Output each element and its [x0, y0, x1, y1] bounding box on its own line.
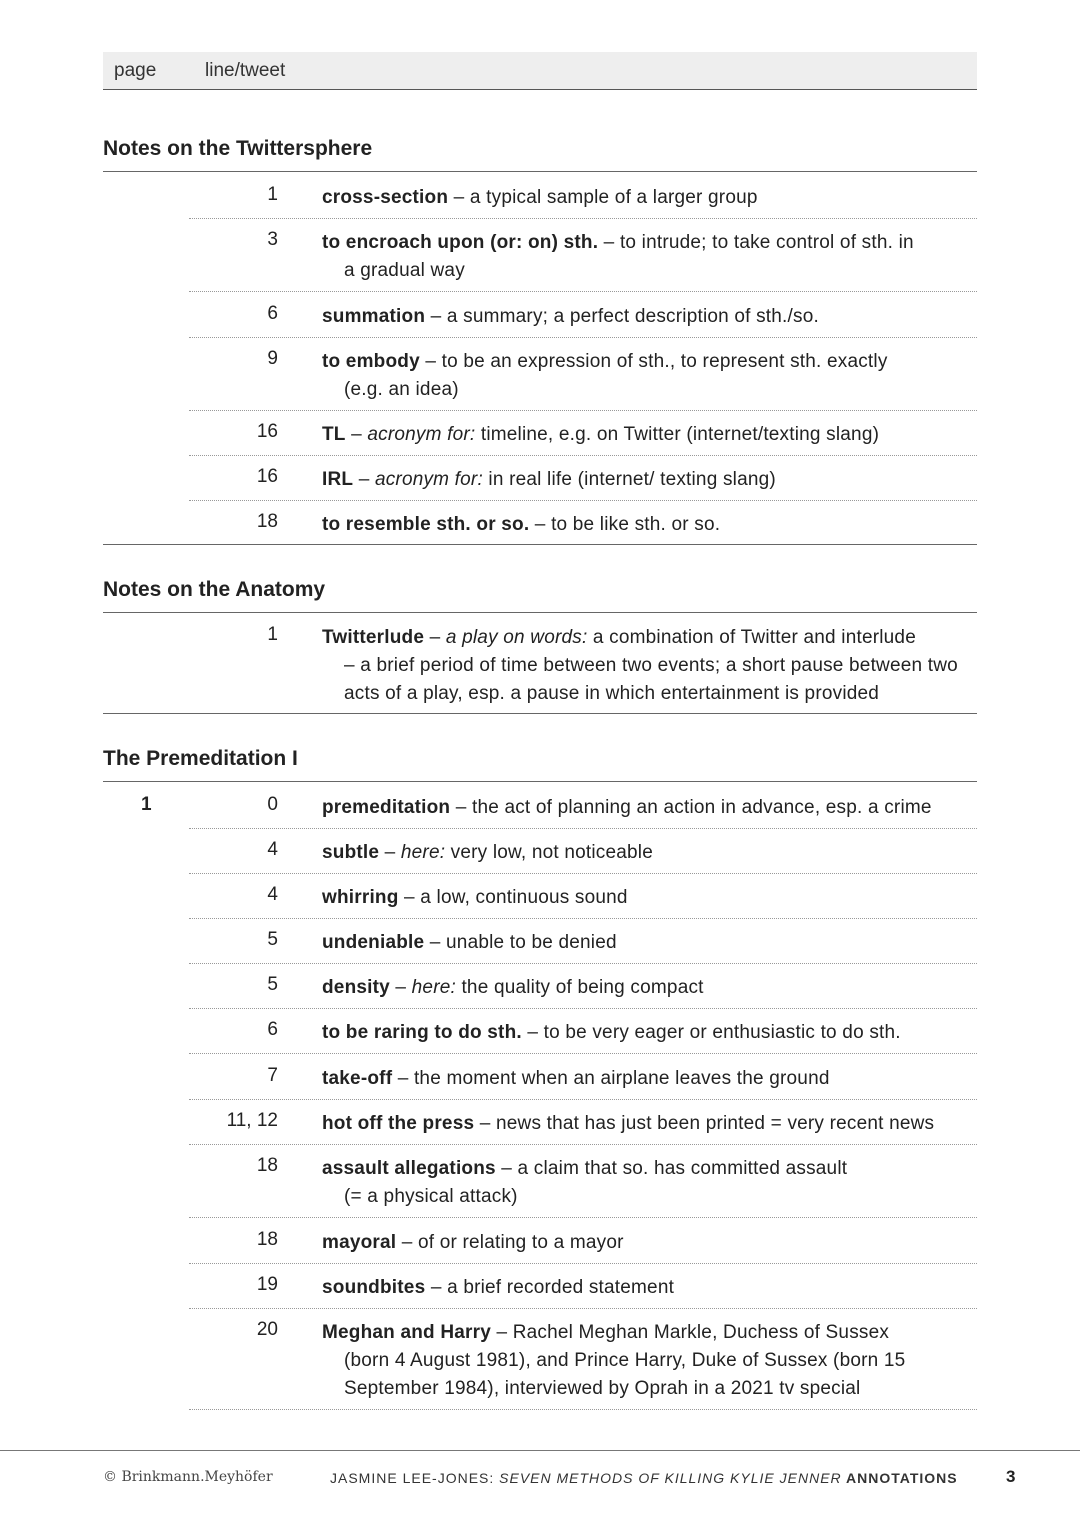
annotation-entry: [322, 884, 977, 912]
entry-separator: –: [379, 842, 401, 863]
annotation-entry: [322, 1274, 977, 1302]
entry-term: summation: [322, 306, 426, 327]
line-ref: 0: [267, 794, 278, 815]
annotation-entry: [322, 794, 977, 822]
entry-qualifier: a play on words:: [445, 627, 588, 648]
annotation-entry: [322, 1110, 977, 1138]
entry-separator: –: [448, 187, 470, 208]
entry-first-line: [322, 884, 977, 912]
entry-definition: the act of planning an action in advance, esp. a crime: [471, 797, 932, 818]
entry-first-line: [322, 511, 977, 539]
annotation-entry: [322, 303, 977, 331]
section-end-rule: [103, 544, 977, 545]
entry-definition: to intrude; to take control of sth. in: [619, 232, 914, 253]
entry-separator: –: [419, 351, 442, 372]
entry-separator: –: [450, 797, 472, 818]
line-ref: 18: [256, 511, 278, 532]
annotation-entry: [322, 974, 977, 1002]
entry-qualifier: here:: [411, 977, 456, 998]
row-divider: [189, 1053, 977, 1054]
entry-separator: –: [425, 306, 447, 327]
line-ref: 5: [267, 974, 278, 995]
entry-definition: a combination of Twitter and interlude: [587, 627, 916, 648]
entry-separator: –: [392, 1068, 414, 1089]
annotation-entry: [322, 1065, 977, 1093]
entry-continuation: (e.g. an idea): [344, 379, 459, 400]
line-ref: 16: [256, 466, 278, 487]
entry-definition: a brief recorded statement: [447, 1277, 675, 1298]
section-title: Notes on the Twittersphere: [103, 137, 977, 172]
entry-term: take-off: [322, 1068, 393, 1089]
entry-definition: the quality of being compact: [455, 977, 704, 998]
row-divider: [189, 291, 977, 292]
entry-separator: –: [495, 1158, 518, 1179]
annotation-entry: [322, 421, 977, 449]
entry-term: density: [322, 977, 390, 998]
entry-qualifier: acronym for:: [374, 469, 483, 490]
entry-term: Meghan and Harry: [322, 1322, 491, 1343]
entry-continuation: (= a physical attack): [344, 1186, 518, 1207]
row-divider: [189, 828, 977, 829]
entry-first-line: [322, 184, 977, 212]
entry-definition: to be like sth. or so.: [551, 514, 721, 535]
section-end-rule: [103, 713, 977, 714]
row-divider: [189, 1409, 977, 1410]
entry-first-line: [322, 839, 977, 867]
entry-definition: a typical sample of a larger group: [469, 187, 758, 208]
line-ref: 19: [256, 1274, 278, 1295]
entry-qualifier: here:: [400, 842, 446, 863]
row-divider: [189, 455, 977, 456]
row-divider: [189, 1008, 977, 1009]
entry-separator: –: [353, 469, 375, 490]
line-ref: 16: [256, 421, 278, 442]
entry-definition: a low, continuous sound: [420, 887, 628, 908]
entry-definition: a summary; a perfect description of sth./so.: [446, 306, 819, 327]
line-ref: 18: [256, 1155, 278, 1176]
entry-term: soundbites: [322, 1277, 426, 1298]
row-divider: [189, 337, 977, 338]
entry-definition: unable to be denied: [446, 932, 617, 953]
row-divider: [189, 963, 977, 964]
line-ref: 6: [267, 303, 278, 324]
entry-separator: –: [424, 627, 446, 648]
line-ref: 7: [267, 1065, 278, 1086]
entry-separator: –: [345, 424, 368, 445]
line-ref: 4: [267, 884, 278, 905]
entry-term: to embody: [322, 351, 420, 372]
entry-first-line: [322, 974, 977, 1002]
entry-term: premeditation: [322, 797, 451, 818]
row-divider: [189, 1308, 977, 1309]
annotation-entry: [322, 229, 977, 285]
page-number: 3: [1006, 1467, 1016, 1486]
annotation-entry: [322, 1019, 977, 1047]
entry-definition: a claim that so. has committed assault: [517, 1158, 848, 1179]
entry-first-line: [322, 1274, 977, 1302]
annotation-entry: [322, 624, 977, 708]
entry-separator: –: [425, 1277, 448, 1298]
entry-definition: of or relating to a mayor: [418, 1232, 624, 1253]
entry-definition: very low, not noticeable: [445, 842, 653, 863]
entry-term: Twitterlude: [322, 627, 425, 648]
annotation-entry: [322, 184, 977, 212]
entry-separator: –: [474, 1113, 496, 1134]
entry-definition: timeline, e.g. on Twitter (internet/texting slang): [475, 424, 880, 445]
entry-first-line: [322, 303, 977, 331]
annotation-entry: [322, 1319, 977, 1403]
line-ref: 4: [267, 839, 278, 860]
annotation-entry: [322, 1155, 977, 1211]
entry-first-line: [322, 1155, 977, 1183]
line-ref: 9: [267, 348, 278, 369]
entry-term: undeniable: [322, 932, 425, 953]
entry-definition: the moment when an airplane leaves the ground: [413, 1068, 830, 1089]
section-title: The Premeditation I: [103, 747, 977, 782]
entry-first-line: [322, 1019, 977, 1047]
page-column-label: page: [114, 60, 157, 81]
entry-term: to be raring to do sth.: [322, 1022, 522, 1043]
entry-first-line: [322, 348, 977, 376]
line-ref: 20: [256, 1319, 278, 1340]
footer-author: JASMINE LEE-JONES:: [330, 1470, 500, 1486]
row-divider: [189, 1144, 977, 1145]
row-divider: [189, 410, 977, 411]
line-ref: 18: [256, 1229, 278, 1250]
footer-label: ANNOTATIONS: [841, 1470, 958, 1486]
line-ref: 5: [267, 929, 278, 950]
line-column-label: line/tweet: [205, 60, 286, 81]
entry-first-line: [322, 1110, 977, 1138]
entry-separator: –: [598, 232, 620, 253]
line-ref: 1: [267, 184, 278, 205]
entry-separator: –: [424, 932, 447, 953]
entry-separator: –: [398, 887, 421, 908]
line-ref: 6: [267, 1019, 278, 1040]
annotation-entry: [322, 511, 977, 539]
footer-divider: [0, 1450, 1080, 1451]
row-divider: [189, 1217, 977, 1218]
entry-term: to resemble sth. or so.: [322, 514, 530, 535]
publisher-credit: © Brinkmann.Meyhöfer: [103, 1469, 273, 1485]
row-divider: [189, 218, 977, 219]
entry-separator: –: [529, 514, 552, 535]
running-footer: [330, 1470, 958, 1486]
page-ref: 1: [141, 794, 152, 815]
line-ref: 11, 12: [226, 1110, 278, 1131]
row-divider: [189, 873, 977, 874]
entry-definition: to be an expression of sth., to represent sth. exactly: [441, 351, 888, 372]
entry-definition: news that has just been printed = very recent news: [495, 1113, 935, 1134]
entry-definition: to be very eager or enthusiastic to do sth.: [543, 1022, 901, 1043]
entry-term: cross-section: [322, 187, 449, 208]
entry-definition: Rachel Meghan Markle, Duchess of Sussex: [512, 1322, 890, 1343]
annotation-entry: [322, 1229, 977, 1257]
entry-term: IRL: [322, 469, 354, 490]
row-divider: [189, 1099, 977, 1100]
entry-continuation: a gradual way: [344, 260, 465, 281]
row-divider: [189, 1263, 977, 1264]
entry-term: assault allegations: [322, 1158, 496, 1179]
entry-continuation: (born 4 August 1981), and Prince Harry, Duke of Sussex (born 15 September 1984), interviewed by Oprah in a 2021 tv special: [344, 1350, 906, 1399]
entry-separator: –: [521, 1022, 544, 1043]
entry-first-line: [322, 1319, 977, 1347]
entry-separator: –: [490, 1322, 513, 1343]
footer-work-title: SEVEN METHODS OF KILLING KYLIE JENNER: [499, 1470, 842, 1486]
entry-continuation: – a brief period of time between two events; a short pause between two acts of a play, esp. a pause in which entertainment is provided: [344, 655, 958, 704]
entry-term: to encroach upon (or: on) sth.: [322, 232, 599, 253]
entry-first-line: [322, 1065, 977, 1093]
entry-term: TL: [322, 424, 346, 445]
entry-definition: in real life (internet/ texting slang): [482, 469, 776, 490]
row-divider: [189, 500, 977, 501]
entry-first-line: [322, 466, 977, 494]
section-title: Notes on the Anatomy: [103, 578, 977, 613]
entry-first-line: [322, 1229, 977, 1257]
entry-separator: –: [389, 977, 412, 998]
entry-term: whirring: [322, 887, 399, 908]
entry-first-line: [322, 624, 977, 652]
annotation-entry: [322, 839, 977, 867]
annotation-entry: [322, 466, 977, 494]
row-divider: [189, 918, 977, 919]
entry-first-line: [322, 229, 977, 257]
line-ref: 1: [267, 624, 278, 645]
column-header: [103, 52, 977, 90]
line-ref: 3: [267, 229, 278, 250]
annotation-entry: [322, 348, 977, 404]
entry-separator: –: [396, 1232, 419, 1253]
annotation-entry: [322, 929, 977, 957]
entry-first-line: [322, 421, 977, 449]
entry-first-line: [322, 794, 977, 822]
entry-term: subtle: [322, 842, 380, 863]
entry-first-line: [322, 929, 977, 957]
entry-term: hot off the press: [322, 1113, 475, 1134]
entry-qualifier: acronym for:: [367, 424, 476, 445]
entry-term: mayoral: [322, 1232, 397, 1253]
